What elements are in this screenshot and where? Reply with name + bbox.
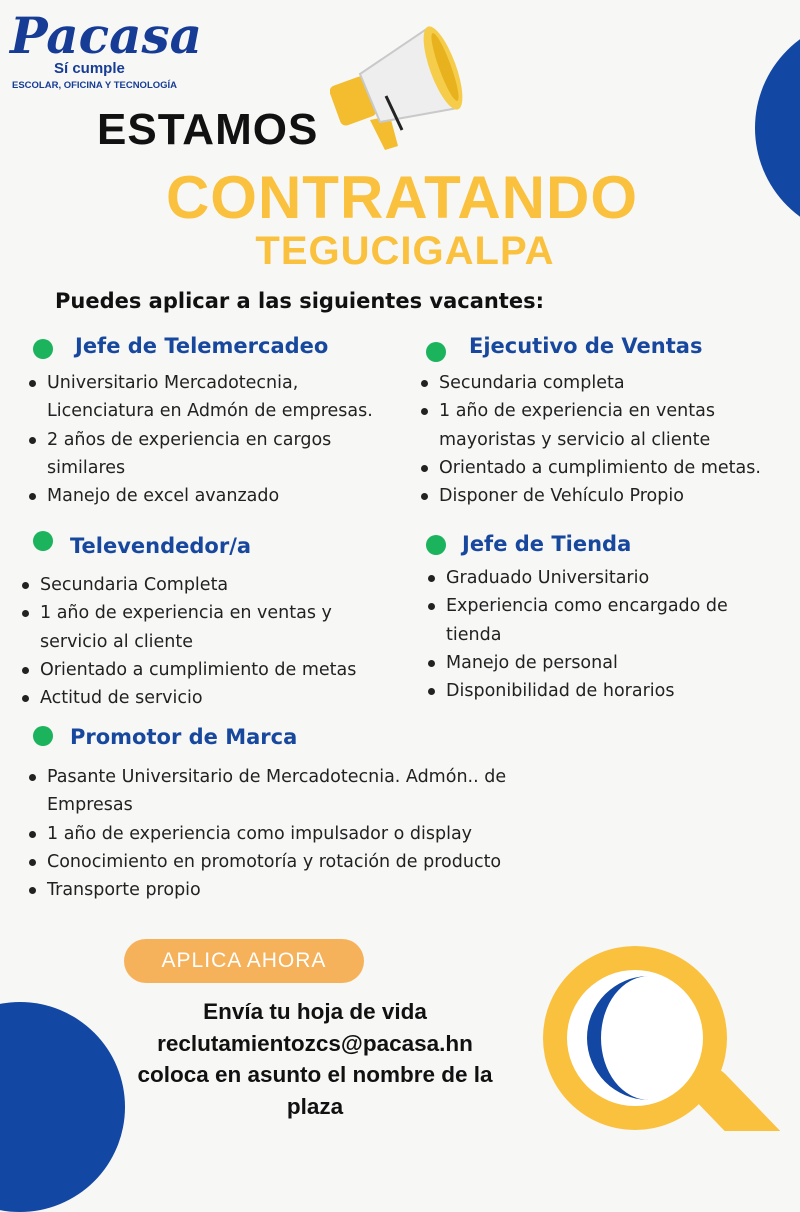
megaphone-icon xyxy=(330,10,475,155)
list-item: Conocimiento en promotoría y rotación de producto xyxy=(25,848,555,876)
list-item: Universitario Mercadotecnia, Licenciatura en Admón de empresas. xyxy=(25,369,405,426)
list-item: Experiencia como encargado de tienda xyxy=(424,592,784,649)
list-item: Secundaria completa xyxy=(417,369,795,397)
list-item: 1 año de experiencia en ventas mayoristas y servicio al cliente xyxy=(417,397,795,454)
list-item: Graduado Universitario xyxy=(424,564,784,592)
logo-subtitle: ESCOLAR, OFICINA Y TECNOLOGÍA xyxy=(12,80,178,91)
contact-info xyxy=(120,996,510,1122)
job-requirements-promotor xyxy=(25,763,555,904)
contact-instruction: Envía tu hoja de vida xyxy=(203,999,427,1024)
list-item: Pasante Universitario de Mercadotecnia. Admón.. de Empresas xyxy=(25,763,555,820)
job-requirements-tienda xyxy=(424,564,784,705)
heading-city: TEGUCIGALPA xyxy=(255,229,555,273)
heading-contratando: CONTRATANDO xyxy=(165,164,639,231)
list-item: Orientado a cumplimiento de metas xyxy=(18,656,398,684)
magnifier-icon xyxy=(525,930,785,1131)
decorative-circle-bottom-left xyxy=(0,1002,125,1212)
contact-email[interactable]: reclutamientozcs@pacasa.hn xyxy=(157,1030,473,1056)
list-item: 1 año de experiencia como impulsador o display xyxy=(25,820,555,848)
job-requirements-televendedor xyxy=(18,571,398,712)
list-item: 2 años de experiencia en cargos similares xyxy=(25,426,405,483)
list-item: Transporte propio xyxy=(25,876,555,904)
decorative-circle-top-right xyxy=(755,18,800,238)
list-item: Secundaria Completa xyxy=(18,571,398,599)
pacasa-logo xyxy=(10,8,220,98)
list-item: Actitud de servicio xyxy=(18,684,398,712)
apply-now-button[interactable]: APLICA AHORA xyxy=(124,939,364,983)
job-title-televendedor: Televendedor/a xyxy=(70,534,252,558)
job-title-tienda: Jefe de Tienda xyxy=(462,532,632,556)
list-item: 1 año de experiencia en ventas y servicio al cliente xyxy=(18,599,398,656)
list-item: Manejo de personal xyxy=(424,649,784,677)
heading-estamos: ESTAMOS xyxy=(97,105,319,154)
green-dot-icon xyxy=(426,535,446,555)
list-item: Orientado a cumplimiento de metas. xyxy=(417,454,795,482)
green-dot-icon xyxy=(33,531,53,551)
list-item: Disponibilidad de horarios xyxy=(424,677,784,705)
green-dot-icon xyxy=(33,339,53,359)
logo-wordmark: Pacasa xyxy=(10,6,203,65)
job-requirements-ventas xyxy=(417,369,795,510)
job-title-telemercadeo: Jefe de Telemercadeo xyxy=(75,334,329,358)
job-title-ventas: Ejecutivo de Ventas xyxy=(469,334,703,358)
green-dot-icon xyxy=(33,726,53,746)
list-item: Disponer de Vehículo Propio xyxy=(417,482,795,510)
green-dot-icon xyxy=(426,342,446,362)
job-title-promotor: Promotor de Marca xyxy=(70,725,298,749)
list-item: Manejo de excel avanzado xyxy=(25,482,405,510)
intro-text: Puedes aplicar a las siguientes vacantes: xyxy=(55,289,544,313)
logo-tagline: Sí cumple xyxy=(54,60,125,77)
contact-subject-note-end: plaza xyxy=(286,1093,344,1119)
job-requirements-telemercadeo xyxy=(25,369,405,510)
contact-subject-note: coloca en asunto el nombre de la xyxy=(137,1062,493,1087)
